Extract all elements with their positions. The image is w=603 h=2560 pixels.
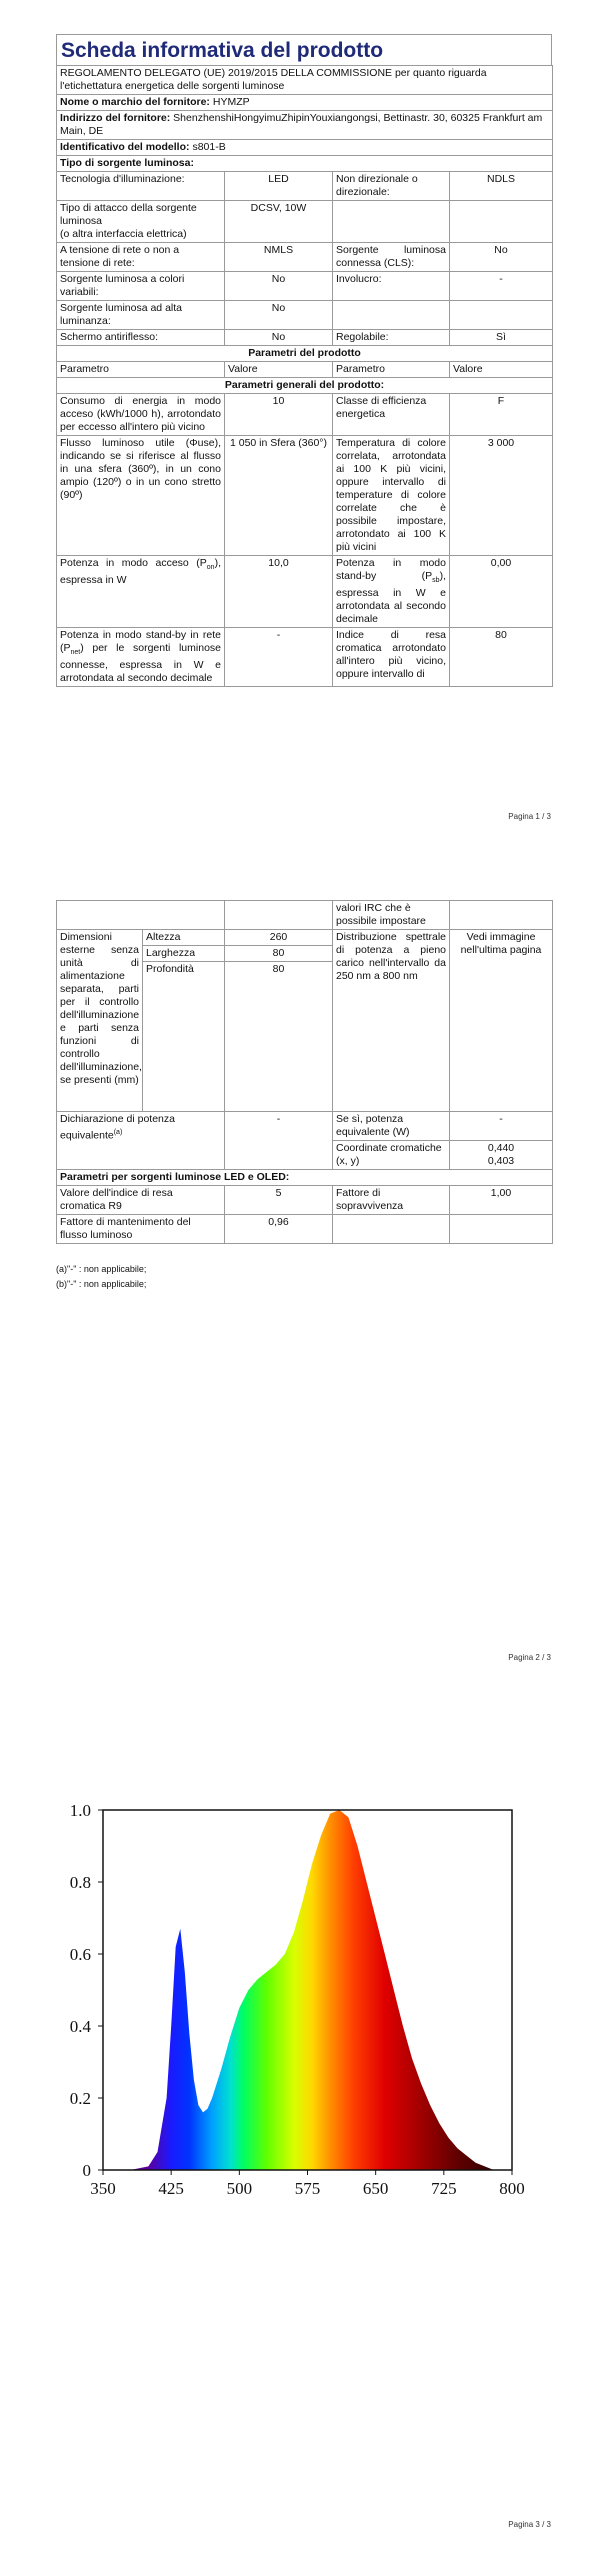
- x-tick-label: 575: [294, 2179, 321, 2198]
- address-value: ShenzhenshiHongyimuZhipinYouxiangongsi, Bettinastr. 30, 60325 Frankfurt am Main, DE: [60, 112, 543, 137]
- tech-value: LED: [225, 172, 333, 201]
- col-param-2: Parametro: [333, 362, 450, 378]
- equiv-label: [57, 1112, 225, 1170]
- netpower-label: [57, 628, 225, 687]
- flux-value: 1 050 in Sfera (360°): [225, 436, 333, 556]
- chroma-x: 0,440: [487, 1142, 515, 1154]
- sbpower-label-a: Potenza in modo stand-by (P: [336, 557, 446, 582]
- y-tick-label: 0.8: [69, 1873, 91, 1892]
- equiv-power-label: Se sì, potenza equivalente (W): [333, 1112, 450, 1141]
- blank-cell: [450, 1215, 553, 1244]
- brand-value: HYMZP: [212, 96, 250, 108]
- cri-label: Indice di resa cromatica arrotondato all'intero più vicino, oppure intervallo di: [333, 628, 450, 687]
- y-tick-label: 0.2: [69, 2089, 91, 2108]
- nondir-value: NDLS: [450, 172, 553, 201]
- sbpower-label-b: ), espressa in W e arrotondata al secondo decimale: [336, 570, 446, 626]
- cct-value: 3 000: [450, 436, 553, 556]
- equiv-sup: (a): [113, 1129, 123, 1136]
- mains-value: NMLS: [225, 243, 333, 272]
- class-label: Classe di efficienza energetica: [333, 394, 450, 436]
- onpower-value: 10,0: [225, 556, 333, 628]
- product-info-table-continued: [56, 900, 553, 1244]
- connected-value: No: [450, 243, 553, 272]
- sbpower-sub: sb: [432, 577, 440, 585]
- dimmable-label: Regolabile:: [333, 330, 450, 346]
- dimensions-label: Dimensioni esterne senza unità di alimentazione separata, parti per il controllo dell'illuminazione e parti senza funzioni di controllo dell'illuminazione, se presenti (mm): [57, 930, 143, 1112]
- page-footer: Pagina 1 / 3: [508, 812, 551, 821]
- blank-cell: [450, 901, 553, 930]
- col-value-1: Valore: [225, 362, 333, 378]
- mains-label: A tensione di rete o non a tensione di rete:: [57, 243, 225, 272]
- netpower-label-a: Potenza in modo stand-by in rete (P: [60, 629, 221, 655]
- blank-cell: [57, 901, 225, 930]
- note-b: (b)"-" : non applicabile;: [56, 1279, 147, 1289]
- y-tick-label: 0.6: [69, 1945, 91, 1964]
- page-footer: Pagina 3 / 3: [508, 2520, 551, 2529]
- depth-label: Profondità: [143, 962, 225, 1112]
- x-tick-label: 425: [158, 2179, 184, 2198]
- footnotes: [56, 1262, 146, 1292]
- maint-label: Fattore di mantenimento del flusso luminoso: [57, 1215, 225, 1244]
- depth-value: 80: [225, 962, 333, 1112]
- page-footer: Pagina 2 / 3: [508, 1653, 551, 1662]
- led-header: Parametri per sorgenti luminose LED e OLED:: [57, 1170, 553, 1186]
- model-value: s801-B: [192, 141, 226, 153]
- spd-value: Vedi immagine nell'ultima pagina: [450, 930, 553, 1112]
- energy-value: 10: [225, 394, 333, 436]
- product-info-table: [56, 65, 553, 687]
- onpower-label: [57, 556, 225, 628]
- cap-label: Tipo di attacco della sorgente luminosa (o altra interfaccia elettrica): [57, 201, 225, 243]
- netpower-value: -: [225, 628, 333, 687]
- equiv-label-text: Dichiarazione di potenza equivalente: [60, 1113, 175, 1142]
- chroma-y: 0,403: [487, 1155, 515, 1167]
- chroma-label: Coordinate cromatiche (x, y): [333, 1141, 450, 1170]
- height-label: Altezza: [143, 930, 225, 946]
- sbpower-value: 0,00: [450, 556, 553, 628]
- antiglare-label: Schermo antiriflesso:: [57, 330, 225, 346]
- cct-label: Temperatura di colore correlata, arrotondata ai 100 K più vicini, oppure intervallo di temperature di colore correlate che è possibile impostare, arrotondato ai 100 K più vicini: [333, 436, 450, 556]
- x-tick-label: 650: [362, 2179, 389, 2198]
- page-title: Scheda informativa del prodotto: [61, 39, 384, 62]
- envelope-value: -: [450, 272, 553, 301]
- address-row: [57, 111, 553, 140]
- colour-label: Sorgente luminosa a colori variabili:: [57, 272, 225, 301]
- blank-cell: [450, 201, 553, 243]
- envelope-label: Involucro:: [333, 272, 450, 301]
- nondir-label: Non direzionale o direzionale:: [333, 172, 450, 201]
- brand-row: [57, 95, 553, 111]
- hl-label: Sorgente luminosa ad alta luminanza:: [57, 301, 225, 330]
- survival-label: Fattore di sopravvivenza: [333, 1186, 450, 1215]
- x-tick-label: 725: [431, 2179, 457, 2198]
- blank-cell: [450, 301, 553, 330]
- onpower-label-a: Potenza in modo acceso (P: [60, 557, 207, 569]
- page-2: [0, 870, 603, 1730]
- x-tick-label: 500: [226, 2179, 253, 2198]
- col-value-2: Valore: [450, 362, 553, 378]
- x-tick-label: 350: [90, 2179, 116, 2198]
- netpower-sub: net: [70, 649, 81, 657]
- survival-value: 1,00: [450, 1186, 553, 1215]
- energy-label: Consumo di energia in modo acceso (kWh/1000 h), arrotondato per eccesso all'intero più vicino: [57, 394, 225, 436]
- dimmable-value: Sì: [450, 330, 553, 346]
- chroma-values: [450, 1141, 553, 1170]
- hl-value: No: [225, 301, 333, 330]
- x-tick-label: 800: [499, 2179, 525, 2198]
- note-a: (a)"-" : non applicabile;: [56, 1264, 147, 1274]
- y-tick-label: 0: [82, 2161, 91, 2180]
- model-label: Identificativo del modello:: [60, 141, 190, 153]
- netpower-label-b: ) per le sorgenti luminose connesse, espressa in W e arrotondata al secondo decimale: [60, 642, 221, 685]
- blank-cell: [333, 1215, 450, 1244]
- r9-label: Valore dell'indice di resa cromatica R9: [57, 1186, 225, 1215]
- height-value: 260: [225, 930, 333, 946]
- plot-area: [70, 1801, 525, 2198]
- cap-value: DCSV, 10W: [225, 201, 333, 243]
- spectral-power-distribution-chart: [0, 1790, 603, 2250]
- product-sheet: [56, 34, 552, 687]
- spectral-chart: [0, 1730, 603, 2560]
- sbpower-label: [333, 556, 450, 628]
- onpower-label-b: ), espressa in W: [60, 557, 221, 587]
- spd-label: Distribuzione spettrale di potenza a pieno carico nell'intervallo da 250 nm a 800 nm: [333, 930, 450, 1112]
- colour-value: No: [225, 272, 333, 301]
- blank-cell: [333, 301, 450, 330]
- title-box: [56, 34, 552, 65]
- tech-label: Tecnologia d'illuminazione:: [57, 172, 225, 201]
- regulation-text: REGOLAMENTO DELEGATO (UE) 2019/2015 DELLA COMMISSIONE per quanto riguarda l'etichettatura energetica delle sorgenti luminose: [57, 66, 553, 95]
- equiv-power-value: -: [450, 1112, 553, 1141]
- col-param-1: Parametro: [57, 362, 225, 378]
- antiglare-value: No: [225, 330, 333, 346]
- equiv-value: -: [225, 1112, 333, 1170]
- width-label: Larghezza: [143, 946, 225, 962]
- blank-cell: [225, 901, 333, 930]
- r9-value: 5: [225, 1186, 333, 1215]
- flux-label: Flusso luminoso utile (Φuse), indicando se si riferisce al flusso in una sfera (360º), in un cono ampio (120º) o in un cono stretto (90º): [57, 436, 225, 556]
- y-tick-label: 1.0: [69, 1801, 91, 1820]
- source-type-header: Tipo di sorgente luminosa:: [57, 156, 553, 172]
- brand-label: Nome o marchio del fornitore:: [60, 96, 210, 108]
- page-3: [0, 1730, 603, 2560]
- blank-cell: [333, 201, 450, 243]
- y-tick-label: 0.4: [69, 2017, 91, 2036]
- spectrum-area: [130, 1810, 494, 2170]
- product-sheet-continued: [56, 900, 552, 1244]
- general-header: Parametri generali del prodotto:: [57, 378, 553, 394]
- params-header: Parametri del prodotto: [57, 346, 553, 362]
- onpower-sub: on: [206, 564, 215, 572]
- class-value: F: [450, 394, 553, 436]
- page-1: [0, 0, 603, 870]
- maint-value: 0,96: [225, 1215, 333, 1244]
- connected-label: Sorgente luminosa connessa (CLS):: [333, 243, 450, 272]
- cri-continued: valori IRC che è possibile impostare: [333, 901, 450, 930]
- cri-value: 80: [450, 628, 553, 687]
- address-label: Indirizzo del fornitore:: [60, 112, 171, 124]
- width-value: 80: [225, 946, 333, 962]
- model-row: [57, 140, 553, 156]
